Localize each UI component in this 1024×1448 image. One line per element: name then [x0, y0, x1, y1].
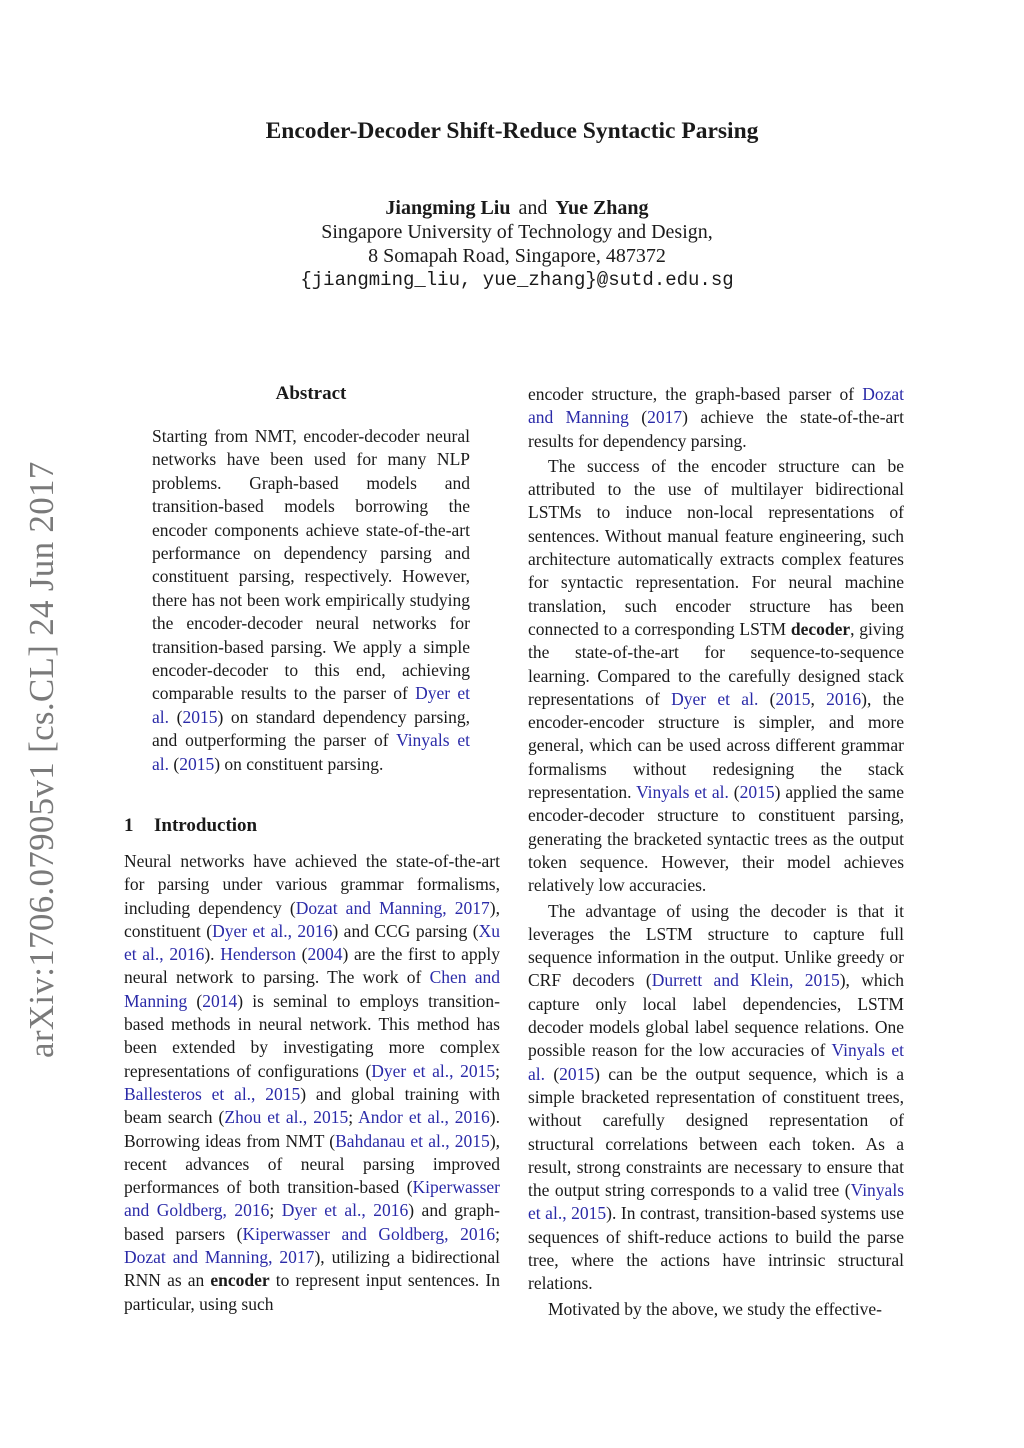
citation-link[interactable]: 2014 — [202, 990, 238, 1011]
email: {jiangming_liu, yue_zhang}@sutd.edu.sg — [300, 269, 734, 291]
author-block — [0, 196, 1024, 292]
citation-link[interactable]: 2004 — [307, 944, 343, 965]
intro-paragraph: Neural networks have achieved the state-of-the-art for parsing under various grammar formalisms, including dependency (Dozat and Manning, 2017), constituent (Dyer et al., 2016) and CCG parsing (Xu et al., 2016). Henderson (2004) are the first to apply neural network to parsing. The work of Chen and Manning (2014) is seminal to employs transition-based methods in neural network. This method has been extended by investigating more complex representations of configurations (Dyer et al., 2015; Ballesteros et al., 2015) and global training with beam search (Zhou et al., 2015; Andor et al., 2016). Borrowing ideas from NMT (Bahdanau et al., 2015), recent advances of neural parsing improved performances of both transition-based (Kiperwasser and Goldberg, 2016; Dyer et al., 2016) and graph-based parsers (Kiperwasser and Goldberg, 2016; Dozat and Manning, 2017), utilizing a bidirectional RNN as an encoder to represent input sentences. In particular, using such — [124, 851, 501, 1314]
intro-paragraph: Motivated by the above, we study the effective- — [548, 1298, 883, 1319]
intro-paragraph: The success of the encoder structure can be attributed to the use of multilayer bidirectional LSTMs to induce non-local representations of sentences. Without manual feature engineering, such architecture automatically extracts complex features for syntactic representation. For neural machine translation, such encoder structure has been connected to a corresponding LSTM decoder, giving the state-of-the-art for sequence-to-sequence learning. Compared to the carefully designed stack representations of Dyer et al. (2015, 2016), the encoder-encoder structure is simpler, and more general, which can be used across different grammar formalisms without redesigning the stack representation. Vinyals et al. (2015) applied the same encoder-decoder structure to constituent parsing, generating the bracketed syntactic trees as the output token sequence. However, their model achieves relatively low accuracies. — [528, 455, 905, 896]
intro-paragraph: The advantage of using the decoder is that it leverages the LSTM structure to capture full sequence information in the output. Unlike greedy or CRF decoders (Durrett and Klein, 2015), which capture only local label dependencies, LSTM decoder models global label sequence relations. One possible reason for the low accuracies of Vinyals et al. (2015) can be the output sequence, which is a simple bracketed representation of constituent trees, without carefully designed representation of structural correlations between each token. As a result, strong constraints are necessary to ensure that the output string corresponds to a valid tree (Vinyals et al., 2015). In contrast, transition-based systems use sequences of shift-reduce actions to build the parse tree, where the actions have intrinsic structural relations. — [528, 900, 905, 1294]
author-name: Yue Zhang — [555, 197, 649, 219]
address: 8 Somapah Road, Singapore, 487372 — [368, 245, 666, 267]
section-heading-introduction — [124, 815, 257, 837]
citation-link[interactable]: Xu et al., 2016 — [124, 920, 500, 965]
paper-title: Encoder-Decoder Shift-Reduce Syntactic Parsing — [265, 118, 759, 144]
author-conjunction: and — [518, 197, 548, 219]
citation-link[interactable]: 2016 — [826, 688, 862, 709]
citation-link[interactable]: Dyer et al., 2016 — [212, 920, 333, 941]
intro-paragraph: encoder structure, the graph-based parser of Dozat and Manning (2017) achieve the state-of-the-art results for dependency parsing. — [528, 384, 905, 451]
citation-link[interactable]: Vinyals et al. — [636, 782, 729, 803]
left-column — [124, 850, 500, 1316]
author-name: Jiangming Liu — [385, 197, 511, 219]
citation-link[interactable]: Dozat and Manning — [528, 384, 904, 428]
citation-link[interactable]: 2015 — [182, 706, 218, 727]
citation-link[interactable]: Andor et al., 2016 — [358, 1107, 490, 1128]
citation-link[interactable]: 2015 — [775, 688, 811, 709]
citation-link[interactable]: Ballesteros et al., 2015 — [124, 1083, 301, 1104]
citation-link[interactable]: Dyer et al., 2016 — [281, 1200, 409, 1221]
citation-link[interactable]: Vinyals et al., 2015 — [528, 1180, 904, 1224]
citation-link[interactable]: Zhou et al., 2015 — [224, 1107, 349, 1128]
citation-link[interactable]: 2015 — [179, 753, 215, 774]
citation-link[interactable]: Vinyals et al. — [528, 1040, 904, 1084]
right-column — [528, 383, 904, 1321]
citation-link[interactable]: Dozat and Manning, 2017 — [124, 1247, 315, 1268]
citation-link[interactable]: 2017 — [647, 407, 683, 428]
citation-link[interactable]: 2015 — [559, 1063, 595, 1084]
citation-link[interactable]: Durrett and Klein, 2015 — [651, 970, 840, 991]
citation-link[interactable]: Bahdanau et al., 2015 — [335, 1130, 490, 1151]
citation-link[interactable]: Vinyals et al. — [152, 730, 470, 774]
citation-link[interactable]: Dyer et al. — [671, 688, 759, 709]
citation-link[interactable]: Dozat and Manning, 2017 — [295, 897, 490, 918]
author-line — [0, 196, 1024, 220]
citation-link[interactable]: Chen and Manning — [124, 967, 500, 1011]
emphasis-term: encoder — [210, 1270, 270, 1291]
abstract-paragraph: Starting from NMT, encoder-decoder neural networks have been used for many NLP problems. Graph-based models and transition-based models borrowing the encoder components achieve state-of-the-art performance on dependency parsing and constituent parsing, respectively. However, there has not been work empirically studying the encoder-decoder neural networks for transition-based parsing. We apply a simple encoder-decoder to this end, achieving comparable results to the parser of Dyer et al. (2015) on standard dependency parsing, and outperforming the parser of Vinyals et al. (2015) on constituent parsing. — [152, 426, 471, 774]
abstract-heading: Abstract — [275, 383, 347, 404]
citation-link[interactable]: Kiperwasser and Goldberg, 2016 — [242, 1223, 496, 1244]
citation-link[interactable]: Kiperwasser and Goldberg, 2016 — [124, 1177, 500, 1221]
abstract-body — [152, 425, 470, 776]
citation-link[interactable]: 2015 — [739, 782, 775, 803]
arxiv-side-stamp: arXiv:1706.07905v1 [cs.CL] 24 Jun 2017 — [22, 461, 61, 1058]
citation-link[interactable]: Dyer et al. — [152, 683, 470, 727]
citation-link[interactable]: Dyer et al., 2015 — [371, 1060, 496, 1081]
emphasis-term: decoder — [790, 618, 851, 639]
citation-link[interactable]: Henderson — [220, 944, 296, 965]
section-number: 1 — [124, 815, 134, 836]
affiliation: Singapore University of Technology and Design, — [321, 221, 713, 243]
section-title: Introduction — [154, 815, 258, 836]
